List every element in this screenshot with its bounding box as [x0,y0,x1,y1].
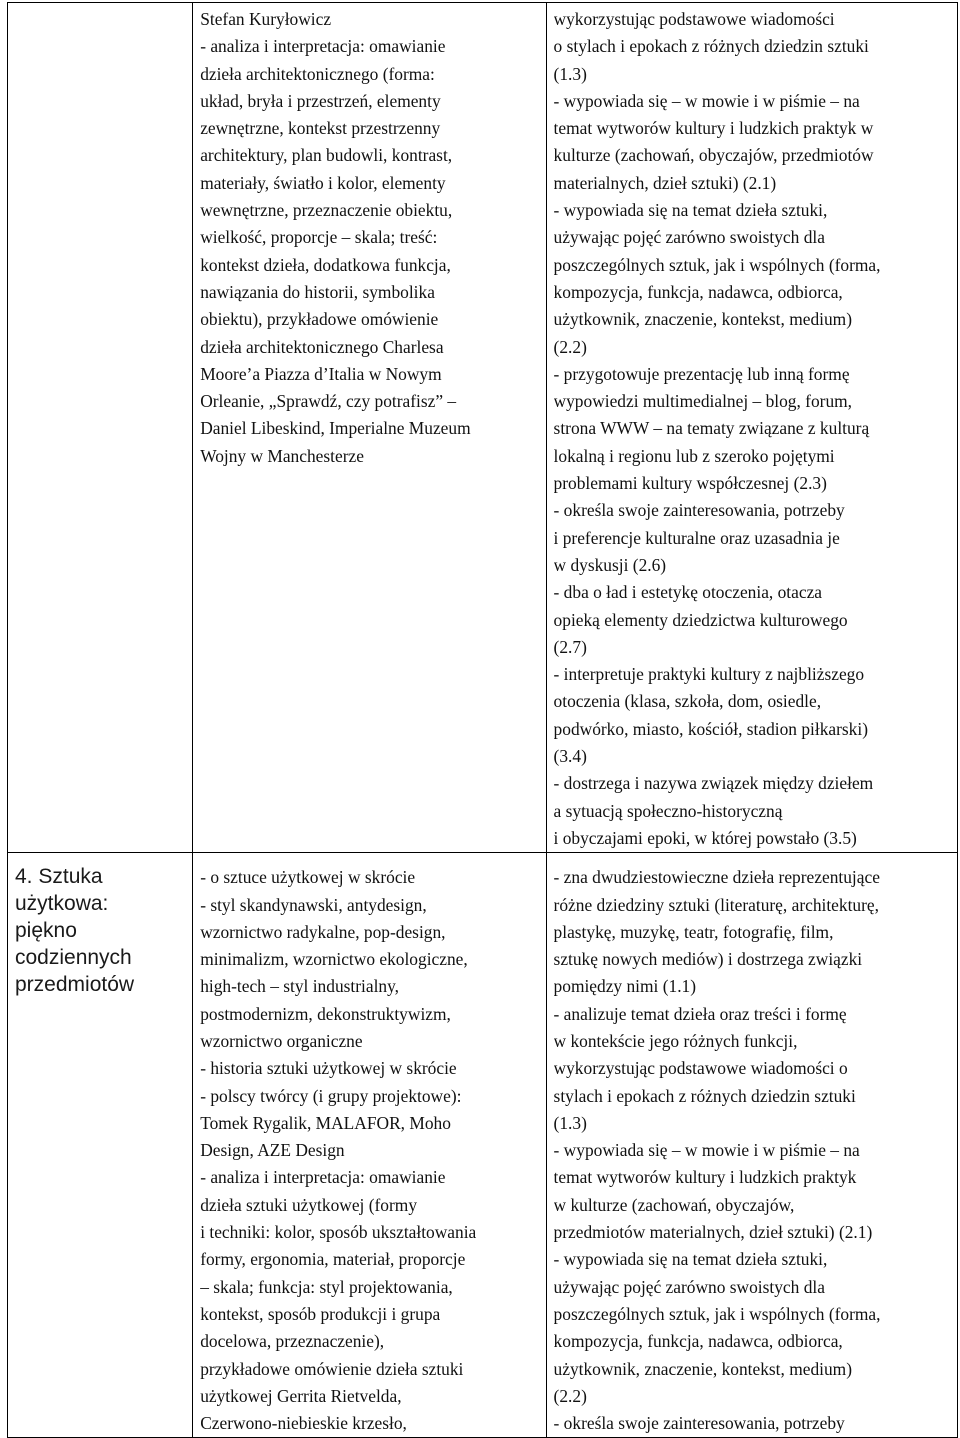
text-line: w kontekście jego różnych funkcji, [553,1030,798,1051]
text-line: problemami kultury współczesnej (2.3) [553,473,827,494]
text-line: w kulturze (zachowań, obyczajów, [553,1194,795,1215]
text-line: - wypowiada się na temat dzieła sztuki, [553,200,828,221]
text-line: dzieła sztuki użytkowej (formy [200,1194,418,1215]
section-title-line: piękno [15,919,77,943]
text-line: wykorzystując podstawowe wiadomości o [553,1058,848,1079]
section-title-line: przedmiotów [15,973,135,997]
text-line: - wypowiada się – w mowie i w piśmie – na [553,90,860,111]
text-line: dzieła architektonicznego Charlesa [200,336,444,357]
text-line: temat wytworów kultury i ludzkich praktyk w [553,118,874,139]
text-line: - analizuje temat dzieła oraz treści i formę [553,1003,847,1024]
section-title-line: 4. Sztuka [15,865,103,889]
text-line: przykładowe omówienie dzieła sztuki [200,1358,464,1379]
content-cell [193,3,546,853]
text-line: układ, bryła i przestrzeń, elementy [200,90,441,111]
text-line: materialnych, dzieł sztuki) (2.1) [553,172,777,193]
text-line: nawiązania do historii, symbolika [200,281,435,302]
text-line: formy, ergonomia, materiał, proporcje [200,1249,466,1270]
text-line: - przygotowuje prezentację lub inną formę [553,363,850,384]
text-line: - wypowiada się – w mowie i w piśmie – na [553,1140,860,1161]
text-line: - polscy twórcy (i grupy projektowe): [200,1085,462,1106]
text-line: Design, AZE Design [200,1140,345,1161]
text-line: kompozycja, funkcja, nadawca, odbiorca, [553,1331,843,1352]
text-line: docelowa, przeznaczenie), [200,1331,385,1352]
text-line: - dba o ład i estetykę otoczenia, otacza [553,582,823,603]
text-line: - wypowiada się na temat dzieła sztuki, [553,1249,828,1270]
text-line: (3.4) [553,746,587,767]
text-line: - styl skandynawski, antydesign, [200,894,427,915]
text-line: wzornictwo organiczne [200,1030,363,1051]
text-line: (2.7) [553,636,587,657]
requirements-cell [546,853,957,1438]
requirements-text [547,853,957,1437]
section-title [8,853,192,998]
text-line: temat wytworów kultury i ludzkich praktyk [553,1167,857,1188]
text-line: pomiędzy nimi (1.1) [553,976,697,997]
text-line: Moore’a Piazza d’Italia w Nowym [200,363,442,384]
text-line: wewnętrzne, przeznaczenie obiektu, [200,200,453,221]
text-line: używając pojęć zarówno swoistych dla [553,227,825,248]
text-line: Orleanie, „Sprawdź, czy potrafisz” – [200,391,457,412]
text-line: Czerwono-niebieskie krzesło, [200,1413,407,1434]
text-line: – skala; funkcja: styl projektowania, [200,1276,453,1297]
text-line: użytkownik, znaczenie, kontekst, medium) [553,309,852,330]
text-line: kontekst, sposób produkcji i grupa [200,1303,441,1324]
text-line: - określa swoje zainteresowania, potrzeby [553,500,845,521]
text-line: architektury, plan budowli, kontrast, [200,145,453,166]
text-line: podwórko, miasto, kościół, stadion piłkarski) [553,718,868,739]
requirements-cell [546,3,957,853]
text-line: o stylach i epokach z różnych dziedzin sztuki [553,36,869,57]
text-line: - analiza i interpretacja: omawianie [200,36,446,57]
text-line: - określa swoje zainteresowania, potrzeby [553,1413,845,1434]
text-line: obiektu), przykładowe omówienie [200,309,439,330]
text-line: kompozycja, funkcja, nadawca, odbiorca, [553,281,843,302]
text-line: lokalną i regionu lub z szeroko pojętymi [553,445,835,466]
text-line: kulturze (zachowań, obyczajów, przedmiotów [553,145,874,166]
section-cell [8,853,193,1438]
text-line: poszczególnych sztuk, jak i wspólnych (forma, [553,254,881,275]
requirements-text [547,3,957,852]
table-row [8,3,958,853]
text-line: - analiza i interpretacja: omawianie [200,1167,446,1188]
text-line: w dyskusji (2.6) [553,554,667,575]
text-line: strona WWW – na tematy związane z kulturą [553,418,870,439]
text-line: (2.2) [553,1385,587,1406]
text-line: (1.3) [553,1112,587,1133]
content-cell [193,853,546,1438]
text-line: używając pojęć zarówno swoistych dla [553,1276,825,1297]
text-line: materiały, światło i kolor, elementy [200,172,446,193]
text-line: poszczególnych sztuk, jak i wspólnych (forma, [553,1303,881,1324]
text-line: dzieła architektonicznego (forma: [200,63,435,84]
curriculum-table [7,2,958,1438]
text-line: sztukę nowych mediów) i dostrzega związki [553,949,863,970]
text-line: - zna dwudziestowieczne dzieła reprezentujące [553,867,880,888]
text-line: wzornictwo radykalne, pop-design, [200,921,446,942]
content-text [193,853,545,1437]
text-line: postmodernizm, dekonstruktywizm, [200,1003,451,1024]
text-line: różne dziedziny sztuki (literaturę, architekturę, [553,894,879,915]
section-title-line: użytkowa: [15,892,109,916]
text-line: zewnętrzne, kontekst przestrzenny [200,118,441,139]
text-line: wypowiedzi multimedialnej – blog, forum, [553,391,853,412]
text-line: użytkownik, znaczenie, kontekst, medium) [553,1358,852,1379]
text-line: opieką elementy dziedzictwa kulturowego [553,609,848,630]
text-line: high-tech – styl industrialny, [200,976,400,997]
text-line: minimalizm, wzornictwo ekologiczne, [200,949,468,970]
text-line: użytkowej Gerrita Rietvelda, [200,1385,402,1406]
text-line: i obyczajami epoki, w której powstało (3.5) [553,827,857,848]
text-line: Wojny w Manchesterze [200,445,364,466]
text-line: (2.2) [553,336,587,357]
text-line: przedmiotów materialnych, dzieł sztuki) (2.1) [553,1222,873,1243]
text-line: wykorzystując podstawowe wiadomości [553,9,835,29]
text-line: (1.3) [553,63,587,84]
section-cell-empty [8,3,193,853]
text-line: i techniki: kolor, sposób ukształtowania [200,1222,477,1243]
text-line: stylach i epokach z różnych dziedzin sztuki [553,1085,856,1106]
text-line: i preferencje kulturalne oraz uzasadnia je [553,527,840,548]
content-text [193,3,545,470]
text-line: Stefan Kuryłowicz [200,9,332,29]
text-line: Daniel Libeskind, Imperialne Muzeum [200,418,471,439]
text-line: wielkość, proporcje – skala; treść: [200,227,438,248]
text-line: - dostrzega i nazywa związek między dziełem [553,773,874,794]
text-line: plastykę, muzykę, teatr, fotografię, film, [553,921,834,942]
text-line: otoczenia (klasa, szkoła, dom, osiedle, [553,691,822,712]
text-line: Tomek Rygalik, MALAFOR, Moho [200,1112,451,1133]
text-line: kontekst dzieła, dodatkowa funkcja, [200,254,451,275]
text-line: - historia sztuki użytkowej w skrócie [200,1058,457,1079]
table-row [8,853,958,1438]
text-line: a sytuacją społeczno-historyczną [553,800,783,821]
text-line: - o sztuce użytkowej w skrócie [200,867,416,888]
text-line: - interpretuje praktyki kultury z najbliższego [553,664,865,685]
section-title-line: codziennych [15,946,132,970]
